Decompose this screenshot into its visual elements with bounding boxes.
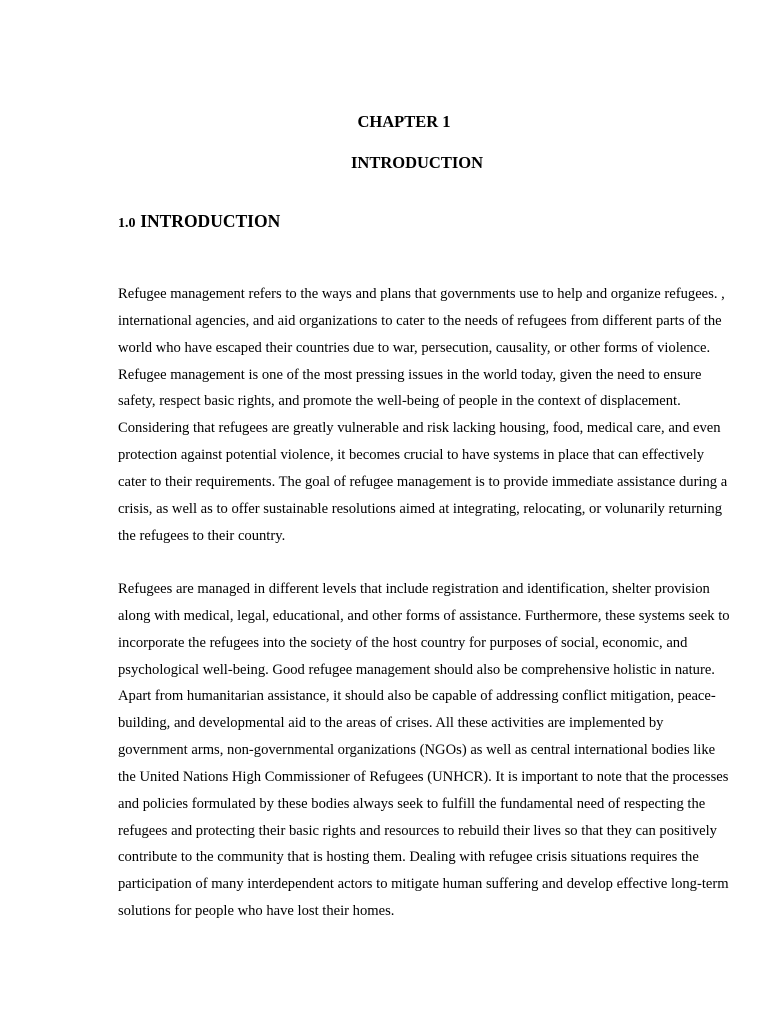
section-heading — [118, 209, 280, 236]
chapter-number-heading: CHAPTER 1 — [357, 112, 451, 131]
section-number: 1.0 — [118, 216, 136, 231]
body-paragraph: Refugees are managed in different levels that include registration and identification, shelter provision along with medical, legal, educational, and other forms of assistance. Furthermore, these systems seek to incorporate the refugees into the society of the host country for purposes of social, economic, and psychological well-being. Good refugee management should also be comprehensive holistic in nature. Apart from humanitarian assistance, it should also be capable of addressing conflict mitigation, peace-building, and developmental aid to the areas of crises. All these activities are implemented by government arms, non-governmental organizations (NGOs) as well as central international bodies like the United Nations High Commissioner of Refugees (UNHCR). It is important to note that the processes and policies formulated by these bodies always seek to fulfill the fundamental need of respecting the refugees and protecting their basic rights and resources to rebuild their lives so that they can positively contribute to the community that is hosting them. Dealing with refugee crisis situations requires the participation of many interdependent actors to mitigate human suffering and develop effective long-term solutions for people who have lost their homes. — [118, 581, 730, 920]
body-paragraph: Refugee management refers to the ways and plans that governments use to help and organize refugees. , international agencies, and aid organizations to cater to the needs of refugees from different parts of the world who have escaped their countries due to war, persecution, causality, or other forms of violence. Refugee management is one of the most pressing issues in the world today, given the need to ensure safety, respect basic rights, and promote the well-being of people in the context of displacement. Considering that refugees are greatly vulnerable and risk lacking housing, food, medical care, and even protection against potential violence, it becomes crucial to have systems in place that can effectively cater to their requirements. The goal of refugee management is to provide immediate assistance during a crisis, as well as to offer sustainable resolutions aimed at integrating, relocating, or volunarily returning the refugees to their country. — [118, 286, 728, 544]
chapter-title-heading: INTRODUCTION — [350, 153, 484, 172]
section-title: INTRODUCTION — [140, 211, 281, 231]
